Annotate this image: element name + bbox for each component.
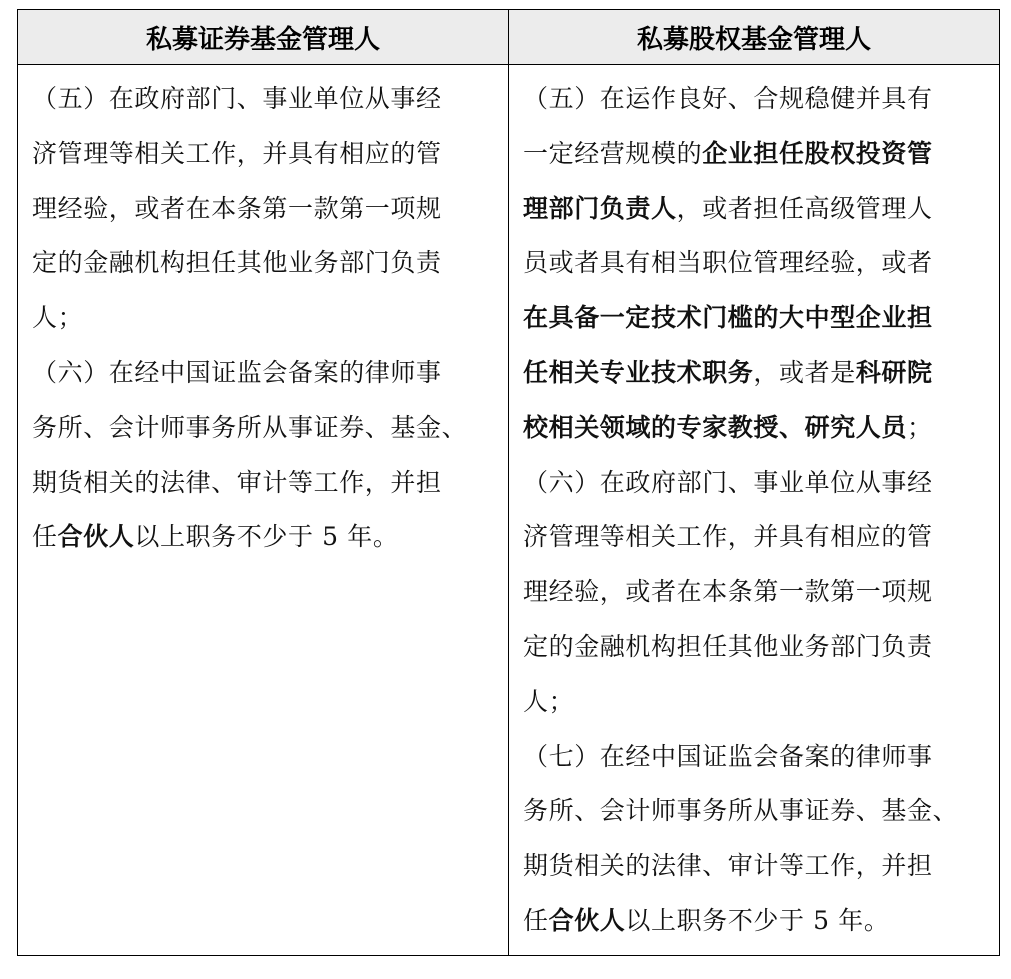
bold-text-segment: 任相关专业技术职务 (523, 357, 754, 387)
text-line (523, 456, 995, 511)
text-segment: 济管理等相关工作，并具有相应的管 (523, 522, 933, 552)
text-line (523, 401, 995, 456)
text-segment: 定的金融机构担任其他业务部门负责 (32, 248, 442, 278)
header-equity-fund-manager: 私募股权基金管理人 (636, 24, 871, 55)
text-line (32, 346, 500, 401)
text-line (523, 236, 995, 291)
equity-fund-requirements (523, 72, 995, 949)
text-line (523, 730, 995, 785)
text-segment: （五）在政府部门、事业单位从事经 (32, 84, 442, 113)
text-line (523, 839, 995, 894)
text-line (32, 401, 500, 456)
text-line (523, 565, 995, 620)
text-line (32, 182, 500, 237)
bold-text-segment: 合伙人 (548, 905, 626, 935)
text-line (32, 72, 500, 127)
text-line (523, 346, 995, 401)
text-segment: 员或者具有相当职位管理经验，或者 (523, 248, 933, 278)
text-line (32, 456, 500, 511)
securities-fund-requirements (32, 72, 500, 565)
text-line (32, 127, 500, 182)
text-segment: 一定经营规模的 (523, 138, 703, 168)
bold-text-segment: 在具备一定技术门槛的大中型企业担 (523, 303, 933, 333)
header-securities-fund-manager: 私募证券基金管理人 (145, 24, 380, 55)
text-segment: 济管理等相关工作，并具有相应的管 (32, 138, 442, 168)
bold-text-segment: 科研院 (855, 357, 933, 387)
text-line (523, 620, 995, 675)
text-line (523, 894, 995, 949)
text-segment: 定的金融机构担任其他业务部门负责 (523, 631, 933, 661)
text-line (523, 675, 995, 730)
text-segment: ，或者是 (753, 357, 856, 387)
text-segment: 务所、会计师事务所从事证券、基金、 (32, 412, 468, 442)
text-segment: 期货相关的法律、审计等工作，并担 (523, 851, 933, 881)
bold-text-segment: 理部门负责人 (523, 193, 677, 223)
text-line (32, 236, 500, 291)
text-line (523, 510, 995, 565)
text-segment: （六）在政府部门、事业单位从事经 (523, 467, 933, 497)
text-segment: （五）在运作良好、合规稳健并具有 (523, 84, 933, 113)
text-segment: ，或者担任高级管理人 (676, 193, 933, 223)
text-line (523, 72, 995, 127)
text-segment: 期货相关的法律、审计等工作，并担 (32, 467, 442, 497)
bold-text-segment: 校相关领域的专家教授、研究人员 (523, 412, 908, 442)
text-segment: 任 (32, 522, 58, 552)
text-line (523, 182, 995, 237)
text-segment: 人； (523, 686, 575, 716)
text-segment: 任 (523, 905, 549, 935)
text-segment: 务所、会计师事务所从事证券、基金、 (523, 796, 959, 826)
text-line (523, 291, 995, 346)
text-segment: 以上职务不少于 5 年。 (134, 522, 399, 552)
bold-text-segment: 合伙人 (57, 522, 135, 552)
text-segment: 理经验，或者在本条第一款第一项规 (32, 193, 442, 223)
text-segment: （六）在经中国证监会备案的律师事 (32, 357, 442, 387)
text-line (32, 510, 500, 565)
column-divider (508, 10, 509, 955)
bold-text-segment: 企业担任股权投资管 (702, 138, 933, 168)
text-segment: 人； (32, 303, 84, 333)
text-line (523, 127, 995, 182)
text-line (32, 291, 500, 346)
text-segment: 以上职务不少于 5 年。 (625, 905, 890, 935)
text-line (523, 784, 995, 839)
text-segment: 理经验，或者在本条第一款第一项规 (523, 577, 933, 607)
text-segment: ； (907, 412, 933, 442)
comparison-table (17, 9, 1000, 956)
text-segment: （七）在经中国证监会备案的律师事 (523, 741, 933, 771)
